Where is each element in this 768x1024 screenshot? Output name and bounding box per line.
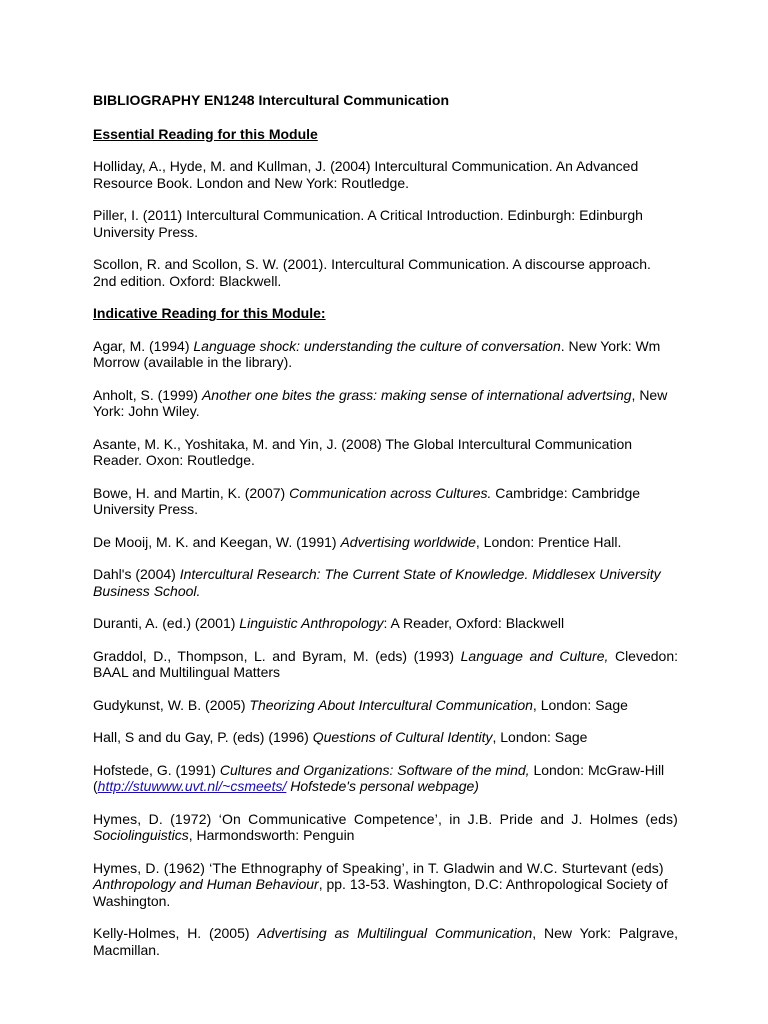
entry-text: Piller, I. (2011) Intercultural Communication. A Critical Introduction. Edinburgh: Edinburgh University Press.	[93, 207, 643, 240]
entry-text: De Mooij, M. K. and Keegan, W. (1991)	[93, 533, 341, 550]
entry-text: Advertising as Multilingual Communication	[257, 925, 533, 941]
bibliography-entry	[93, 697, 678, 714]
entry-text: Bowe, H. and Martin, K. (2007)	[93, 484, 290, 501]
entry-text: Holliday, A., Hyde, M. and Kullman, J. (2004) Intercultural Communication. An Advanced Resource Book. London and New York: Routledge.	[93, 158, 639, 191]
entry-text: Language and Culture,	[460, 647, 609, 664]
entry-text: Clevedon: BAAL and Multilingual Matters	[93, 647, 678, 680]
entry-text: Questions of Cultural Identity	[312, 729, 493, 745]
entry-text: , New York: John Wiley.	[93, 386, 668, 419]
document-title: BIBLIOGRAPHY EN1248 Intercultural Communication	[93, 92, 450, 108]
essential-reading-heading: Essential Reading for this Module	[93, 125, 318, 142]
entry-text: . New York: Wm Morrow (available in the library).	[93, 337, 661, 370]
entry-text: London: McGraw-Hill (	[93, 761, 665, 794]
entry-text: , London: Prentice Hall.	[475, 533, 622, 550]
entry-text: , pp. 13-53. Washington, D.C: Anthropological Society of Washington.	[93, 876, 668, 909]
entry-text: Advertising worldwide	[340, 533, 476, 550]
bibliography-entry	[93, 925, 678, 958]
entry-text: Hall, S and du Gay, P. (eds) (1996)	[93, 729, 313, 745]
bibliography-entry	[93, 207, 678, 240]
bibliography-entry	[93, 860, 678, 910]
bibliography-entry	[93, 729, 678, 746]
entry-text: Scollon, R. and Scollon, S. W. (2001). Intercultural Communication. A discourse approach. 2nd edition. Oxford: Blackwell.	[93, 256, 651, 289]
entry-text: Another one bites the grass: making sense of international advertsing	[201, 386, 632, 403]
entry-text: , Harmondsworth: Penguin	[188, 827, 355, 843]
entry-text: Anthropology and Human Behaviour	[93, 876, 319, 892]
entry-text: Linguistic Anthropology	[239, 615, 384, 631]
bibliography-entry	[93, 615, 678, 632]
entry-text: Theorizing About Intercultural Communication	[249, 696, 533, 713]
entry-text: Hofstede's personal webpage)	[286, 778, 479, 794]
bibliography-entry	[93, 534, 678, 551]
entry-text: Sociolinguistics	[93, 827, 189, 843]
entry-text: , New York: Palgrave, Macmillan.	[93, 925, 678, 958]
essential-reading-list	[93, 158, 678, 289]
bibliography-entry	[93, 387, 678, 420]
bibliography-entry	[93, 485, 678, 518]
entry-text: Language shock: understanding the culture of conversation	[193, 337, 561, 354]
entry-text: Hymes, D. (1962) ‘The Ethnography of Speaking’, in T. Gladwin and W.C. Sturtevant (eds)	[93, 859, 664, 876]
entry-text: Dahl's (2004)	[93, 566, 180, 582]
bibliography-entry	[93, 158, 678, 191]
entry-text: Anholt, S. (1999)	[93, 386, 202, 403]
entry-text: Cultures and Organizations: Software of the mind,	[219, 761, 530, 778]
entry-text: Intercultural Research: The Current State of Knowledge. Middlesex University Business School.	[93, 566, 661, 599]
entry-text: Kelly-Holmes, H. (2005)	[93, 925, 258, 941]
entry-text: Graddol, D., Thompson, L. and Byram, M. (eds) (1993)	[93, 647, 461, 664]
entry-text: : A Reader, Oxford: Blackwell	[383, 615, 565, 631]
indicative-reading-list	[93, 338, 678, 959]
indicative-reading-heading: Indicative Reading for this Module:	[93, 305, 326, 321]
entry-text: Duranti, A. (ed.) (2001)	[93, 615, 240, 631]
entry-text: Asante, M. K., Yoshitaka, M. and Yin, J. (2008) The Global Intercultural Communication Reader. Oxon: Routledge.	[93, 435, 633, 468]
entry-text: Cambridge: Cambridge University Press.	[93, 484, 641, 517]
bibliography-entry	[93, 338, 678, 371]
bibliography-entry	[93, 436, 678, 469]
document-page	[93, 92, 678, 974]
bibliography-entry	[93, 762, 678, 795]
entry-text: Hofstede, G. (1991)	[93, 761, 220, 778]
entry-link[interactable]: http://stuwww.uvt.nl/~csmeets/	[97, 778, 287, 794]
entry-text: , London: Sage	[532, 696, 628, 713]
bibliography-entry	[93, 648, 678, 681]
entry-text: Agar, M. (1994)	[93, 337, 194, 354]
bibliography-entry	[93, 811, 678, 844]
entry-text: Hymes, D. (1972) ‘On Communicative Competence’, in J.B. Pride and J. Holmes (eds)	[93, 810, 678, 827]
entry-text: , London: Sage	[492, 729, 588, 745]
entry-text: Gudykunst, W. B. (2005)	[93, 696, 250, 713]
bibliography-entry	[93, 256, 678, 289]
bibliography-entry	[93, 566, 678, 599]
entry-text: Communication across Cultures.	[289, 484, 492, 501]
